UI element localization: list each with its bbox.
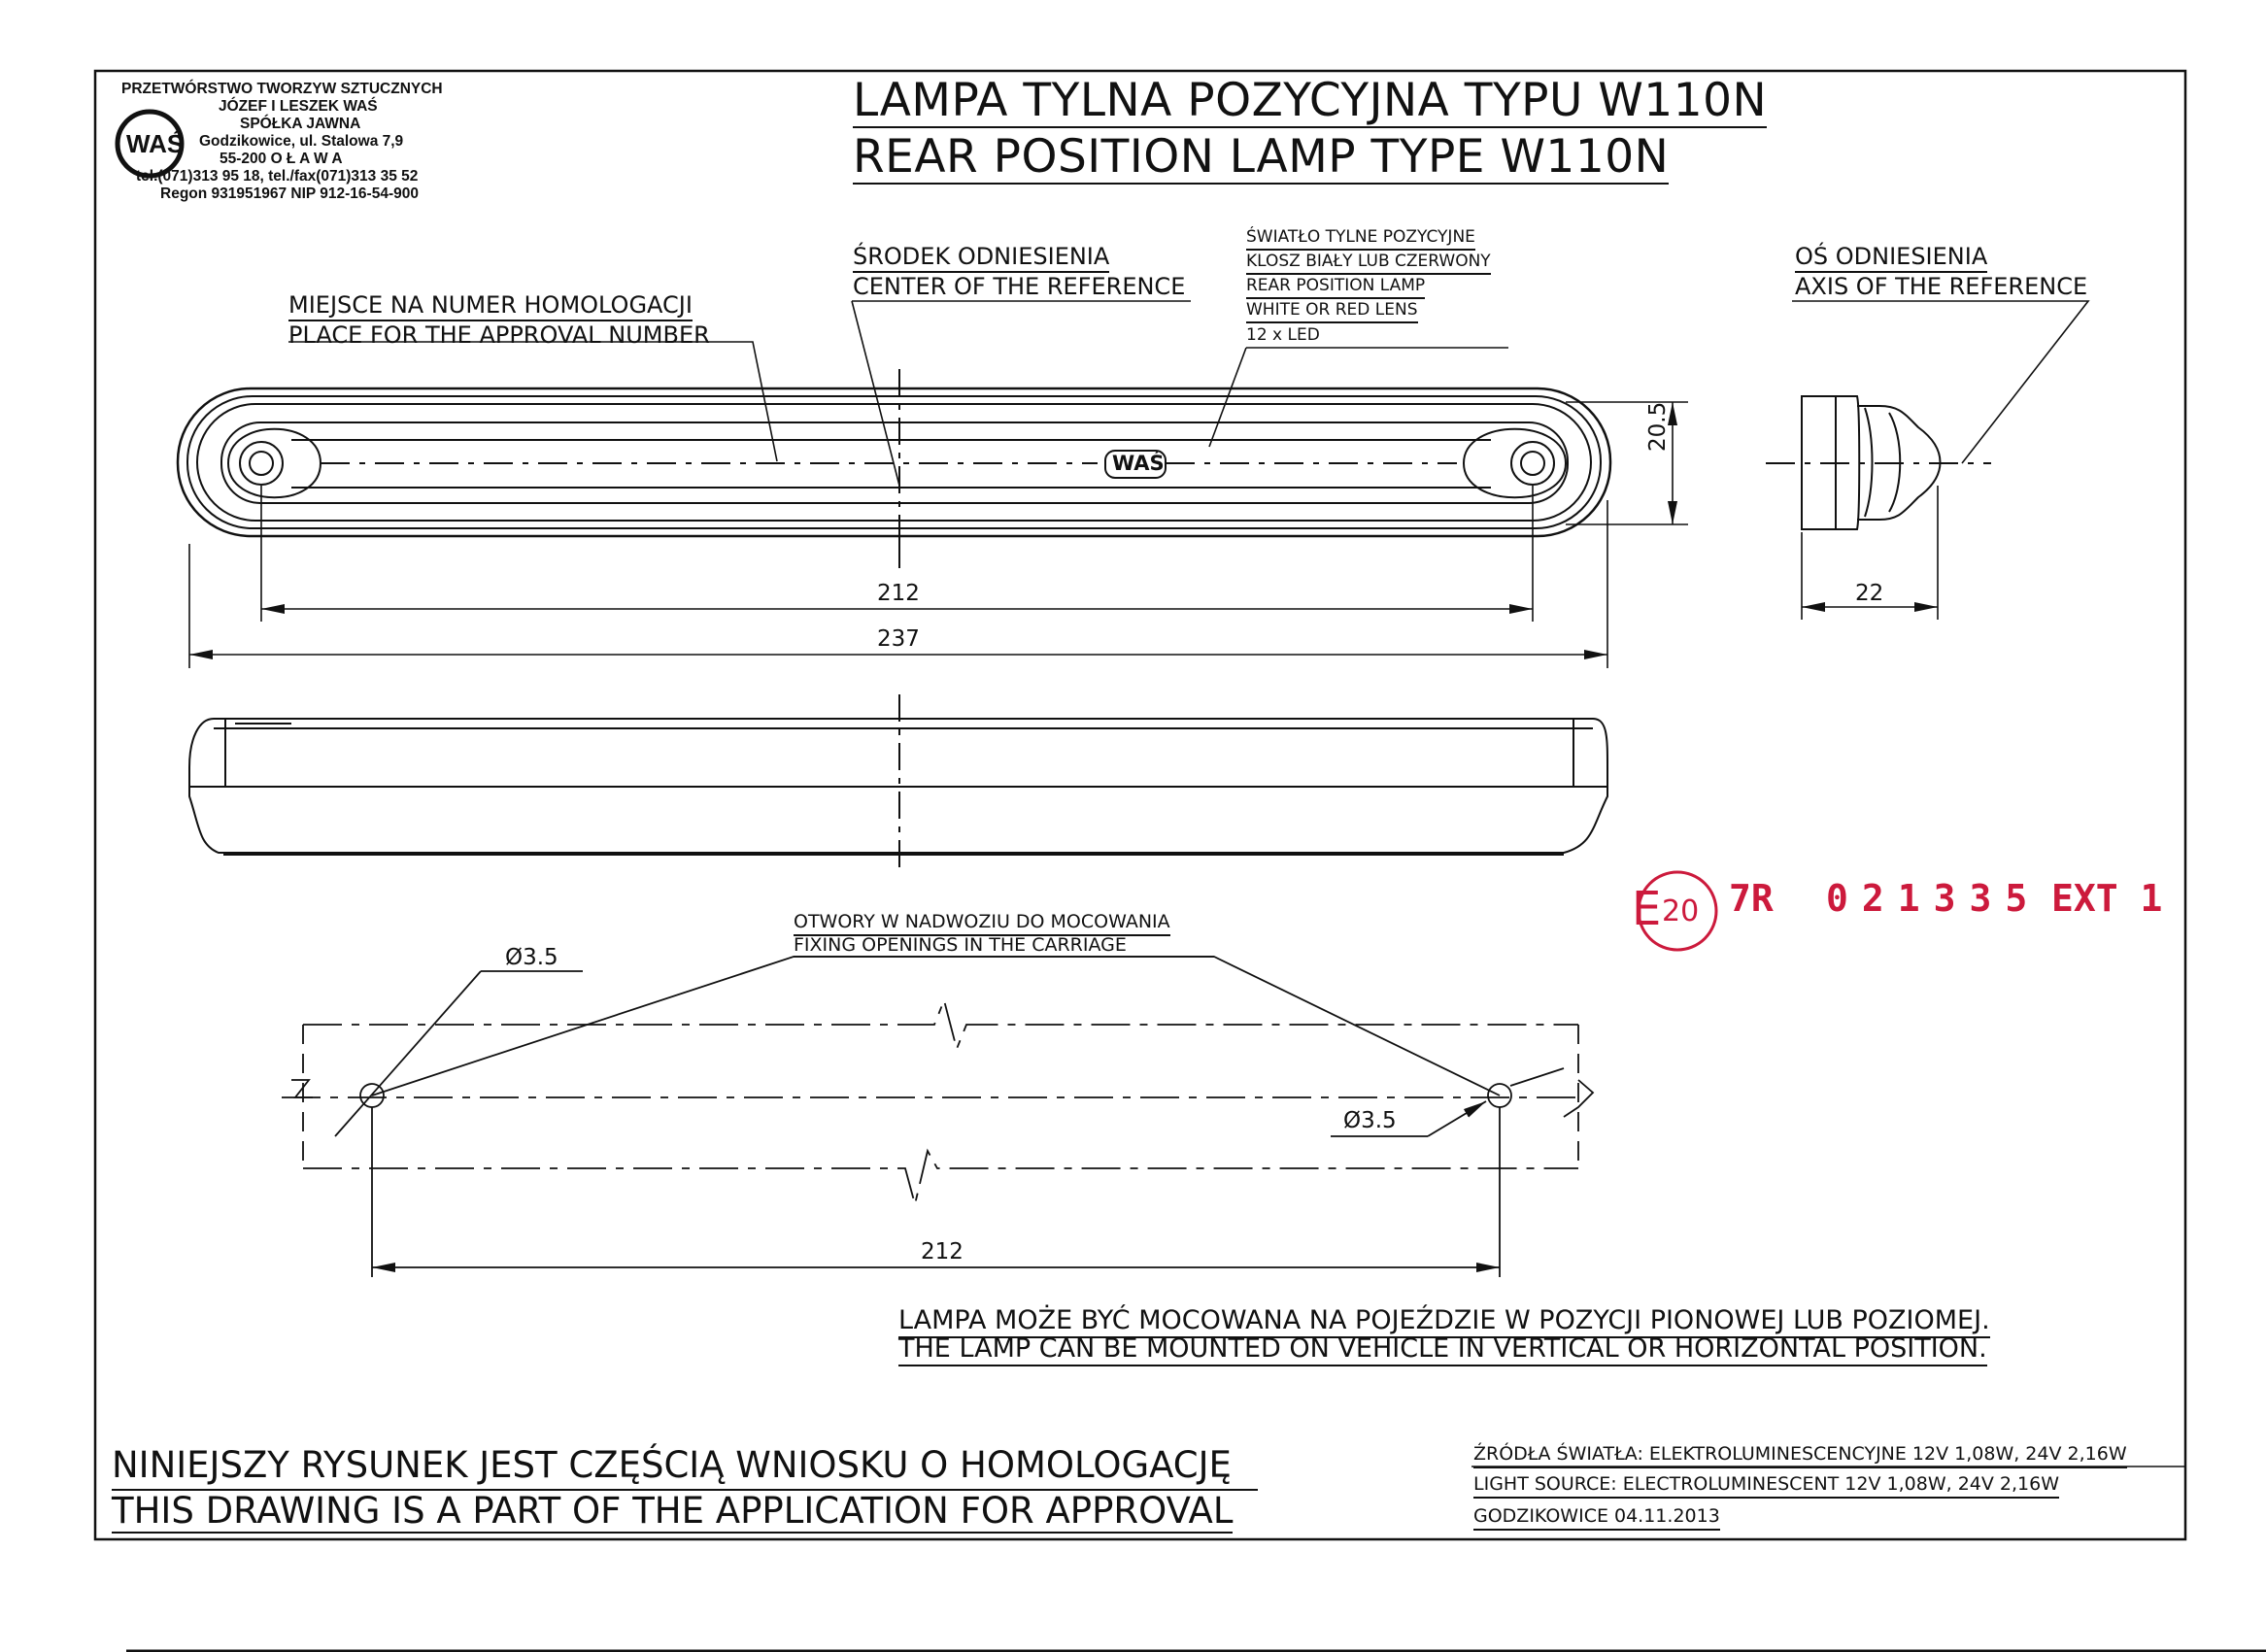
label-ref-axis-en: AXIS OF THE REFERENCE [1795, 273, 2088, 300]
title-pl: LAMPA TYLNA POZYCYJNA TYPU W110N [853, 74, 1768, 127]
lamp-side-view [1766, 301, 2088, 620]
company-city: 55-200 O Ł A W A [220, 151, 343, 167]
company-type: SPÓŁKA JAWNA [240, 116, 361, 132]
label-lamp-en: REAR POSITION LAMP [1246, 278, 1425, 299]
approval-ext: EXT 1 [2051, 877, 2163, 920]
dim-opening-spacing: 212 [921, 1239, 964, 1264]
label-ref-axis-pl: OŚ ODNIESIENIA [1795, 245, 1987, 273]
dim-overall-length: 237 [877, 626, 920, 652]
label-lens-en: WHITE OR RED LENS [1246, 302, 1418, 323]
title-en: REAR POSITION LAMP TYPE W110N [853, 130, 1670, 184]
mounting-note-pl: LAMPA MOŻE BYĆ MOCOWANA NA POJEŹDZIE W POZYCJI PIONOWEJ LUB POZIOMEJ. [898, 1307, 1990, 1338]
company-phone: tel.(071)313 95 18, tel./fax(071)313 35 52 [136, 168, 419, 185]
footer-pl: NINIEJSZY RYSUNEK JEST CZĘŚCIĄ WNIOSKU O HOMOLOGACJĘ [112, 1444, 1232, 1486]
label-approval-place-en: PLACE FOR THE APPROVAL NUMBER [288, 321, 710, 349]
label-lamp-pl: ŚWIATŁO TYLNE POZYCYJNE [1246, 229, 1475, 251]
light-source-pl: ŹRÓDŁA ŚWIATŁA: ELEKTROLUMINESCENCYJNE 12V 1,08W, 24V 2,16W [1473, 1445, 2127, 1468]
lamp-logo-text: WAŚ [1112, 452, 1165, 475]
approval-e-letter: E [1632, 882, 1662, 936]
dim-hole-spacing: 212 [877, 581, 920, 606]
approval-number: 021335 [1826, 877, 2042, 920]
label-lens-pl: KLOSZ BIAŁY LUB CZERWONY [1246, 253, 1491, 275]
lamp-top-view [189, 694, 1607, 874]
company-registry: Regon 931951967 NIP 912-16-54-900 [160, 185, 419, 202]
dim-height: 20.5 [1645, 401, 1671, 452]
dim-hole-dia-left: Ø3.5 [505, 945, 558, 970]
light-source-en: LIGHT SOURCE: ELECTROLUMINESCENT 12V 1,08W, 24V 2,16W [1473, 1475, 2059, 1499]
label-fixing-pl: OTWORY W NADWOZIU DO MOCOWANIA [794, 913, 1170, 936]
company-owners: JÓZEF I LESZEK WAŚ [219, 98, 378, 115]
company-address: Godzikowice, ul. Stalowa 7,9 [199, 133, 404, 150]
company-logo-text: WAŚ [126, 129, 185, 158]
label-approval-place-pl: MIEJSCE NA NUMER HOMOLOGACJI [288, 293, 693, 321]
label-led: 12 x LED [1246, 325, 1320, 345]
approval-class: 7R [1729, 877, 1774, 920]
company-name: PRZETWÓRSTWO TWORZYW SZTUCZNYCH [121, 81, 443, 97]
dim-depth: 22 [1855, 581, 1884, 606]
label-ref-center-pl: ŚRODEK ODNIESIENIA [853, 245, 1109, 273]
mounting-note-en: THE LAMP CAN BE MOUNTED ON VEHICLE IN VERTICAL OR HORIZONTAL POSITION. [898, 1335, 1987, 1366]
dim-hole-dia-right: Ø3.5 [1343, 1108, 1397, 1133]
drawing-date: GODZIKOWICE 04.11.2013 [1473, 1507, 1720, 1531]
footer-en: THIS DRAWING IS A PART OF THE APPLICATION FOR APPROVAL [112, 1490, 1234, 1532]
label-fixing-en: FIXING OPENINGS IN THE CARRIAGE [794, 934, 1127, 956]
approval-e-number: 20 [1662, 894, 1700, 928]
label-ref-center-en: CENTER OF THE REFERENCE [853, 273, 1186, 300]
